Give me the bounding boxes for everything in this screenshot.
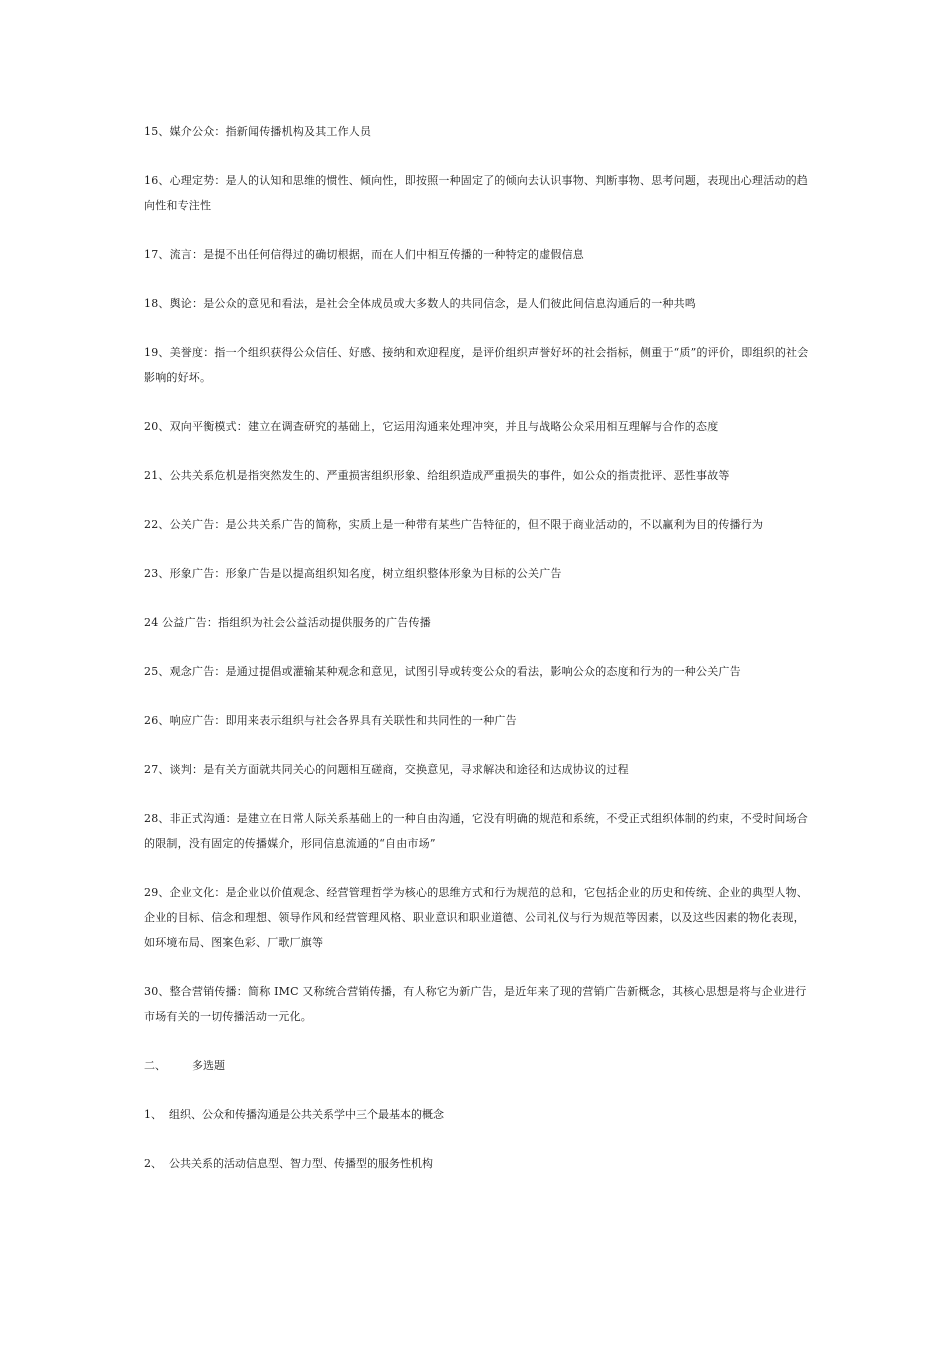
item-number: 2、 <box>144 1157 162 1170</box>
item-number: 1、 <box>144 1108 162 1121</box>
term-16: 16、心理定势：是人的认知和思维的惯性、倾向性，即按照一种固定了的倾向去认识事物、判断事物、思考问题，表现出心理活动的趋向性和专注性 <box>144 174 808 212</box>
term-21: 21、公共关系危机是指突然发生的、严重损害组织形象、给组织造成严重损失的事件，如公众的指责批评、恶性事故等 <box>144 469 730 482</box>
term-28: 28、非正式沟通：是建立在日常人际关系基础上的一种自由沟通，它没有明确的规范和系统，不受正式组织体制的约束，不受时间场合的限制，没有固定的传播媒介，形同信息流通的“自由市场” <box>144 812 808 850</box>
term-25: 25、观念广告：是通过提倡或灌输某种观念和意见，试图引导或转变公众的看法，影响公众的态度和行为的一种公关广告 <box>144 665 741 678</box>
term-17: 17、流言：是提不出任何信得过的确切根据，而在人们中相互传播的一种特定的虚假信息 <box>144 248 584 261</box>
term-27: 27、谈判：是有关方面就共同关心的问题相互磋商，交换意见，寻求解决和途径和达成协议的过程 <box>144 763 629 776</box>
term-20: 20、双向平衡模式：建立在调查研究的基础上，它运用沟通来处理冲突，并且与战略公众采用相互理解与合作的态度 <box>144 420 719 433</box>
document-body <box>144 119 809 1200</box>
term-18: 18、舆论：是公众的意见和看法，是社会全体成员或大多数人的共同信念，是人们彼此间信息沟通后的一种共鸣 <box>144 297 696 310</box>
term-15: 15、媒介公众：指新闻传播机构及其工作人员 <box>144 125 372 138</box>
multi-choice-item <box>144 1102 809 1127</box>
term-26: 26、响应广告：即用来表示组织与社会各界具有关联性和共同性的一种广告 <box>144 714 517 727</box>
term-19: 19、美誉度：指一个组织获得公众信任、好感、接纳和欢迎程度，是评价组织声誉好坏的社会指标，侧重于“质”的评价，即组织的社会影响的好坏。 <box>144 346 809 384</box>
multi-choice-item <box>144 1151 809 1176</box>
term-30: 30、整合营销传播：简称 IMC 又称统合营销传播，有人称它为新广告，是近年来了现的营销广告新概念，其核心思想是将与企业进行市场有关的一切传播活动一元化。 <box>144 985 807 1023</box>
term-24: 24 公益广告：指组织为社会公益活动提供服务的广告传播 <box>144 616 431 629</box>
section-heading <box>144 1053 809 1078</box>
term-23: 23、形象广告：形象广告是以提高组织知名度，树立组织整体形象为目标的公关广告 <box>144 567 562 580</box>
item-text: 公共关系的活动信息型、智力型、传播型的服务性机构 <box>169 1157 433 1170</box>
item-text: 组织、公众和传播沟通是公共关系学中三个最基本的概念 <box>169 1108 444 1121</box>
section-number: 二、 <box>144 1059 166 1072</box>
term-22: 22、公关广告：是公共关系广告的简称，实质上是一种带有某些广告特征的，但不限于商业活动的，不以赢利为目的传播行为 <box>144 518 764 531</box>
term-29: 29、企业文化：是企业以价值观念、经营管理哲学为核心的思维方式和行为规范的总和，它包括企业的历史和传统、企业的典型人物、企业的目标、信念和理想、领导作风和经营管理风格、职业意识和职业道德、公司礼仪与行为规范等因素，以及这些因素的物化表现，如环境布局、图案色彩、厂歌厂旗等 <box>144 886 808 949</box>
section-title: 多选题 <box>192 1059 225 1072</box>
